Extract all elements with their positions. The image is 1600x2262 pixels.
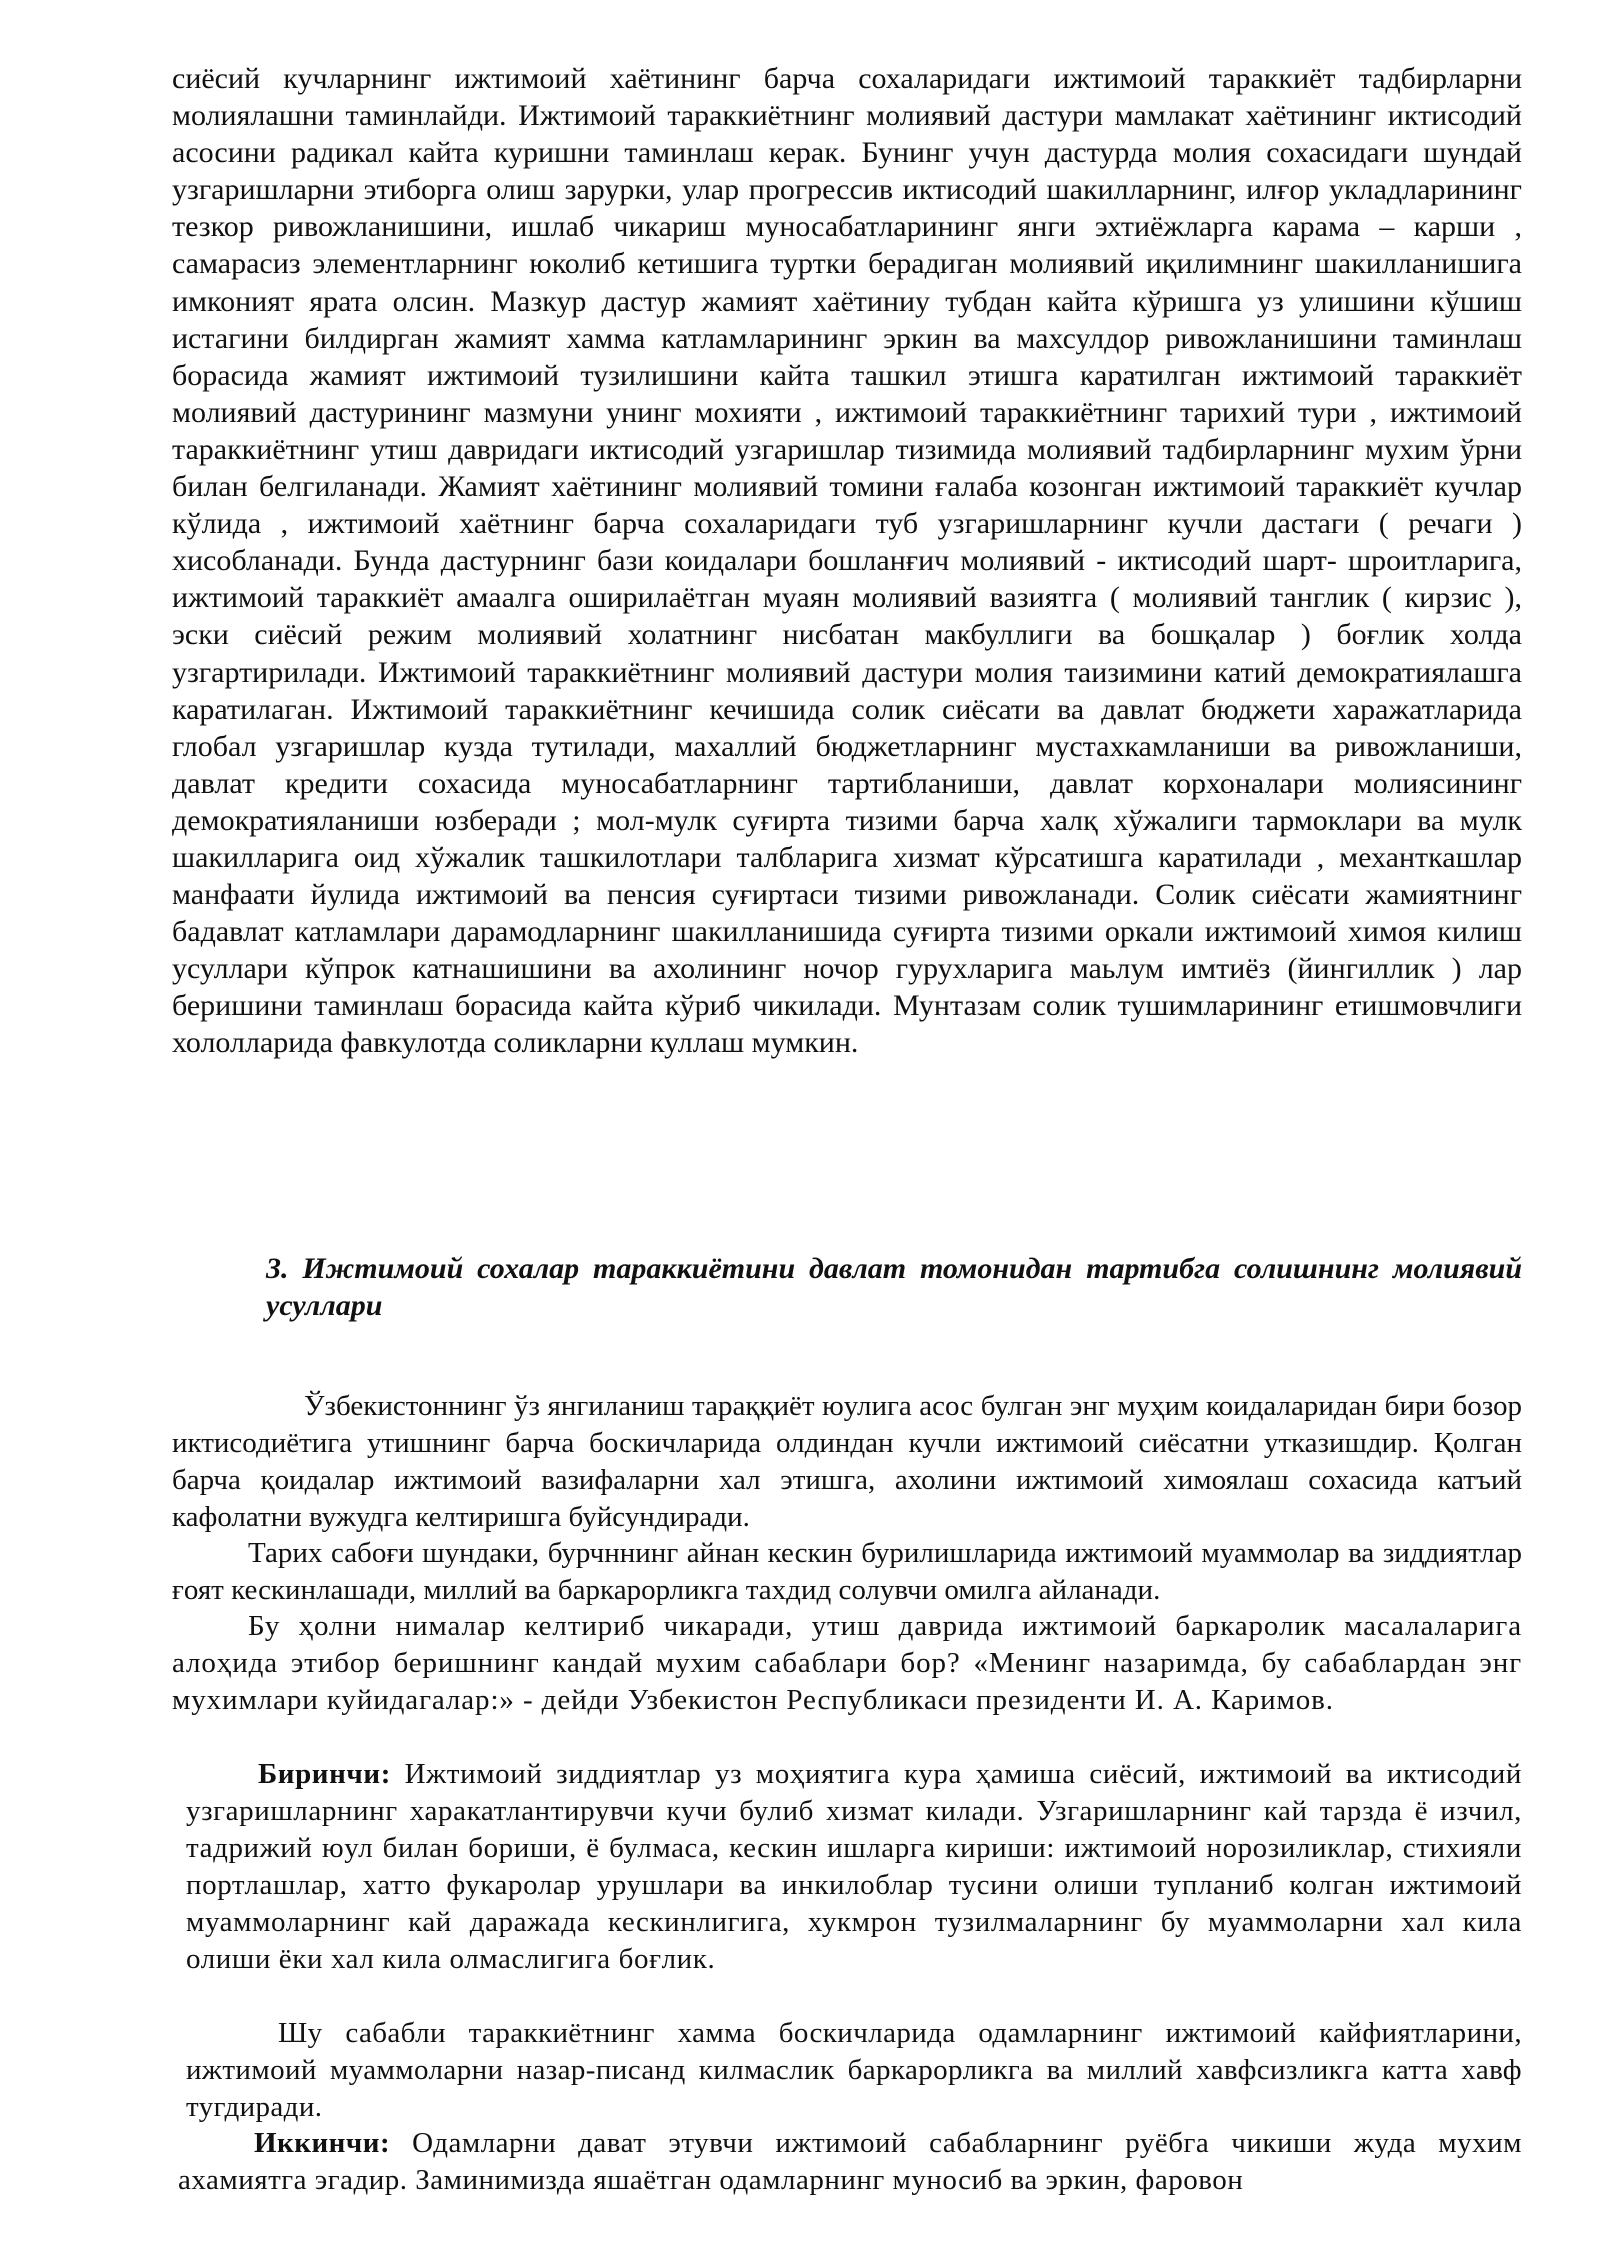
second-reason-label: Иккинчи: xyxy=(254,2127,391,2159)
first-reason-label: Биринчи: xyxy=(258,1758,391,1790)
section3-paragraph-second-reason xyxy=(178,2125,1522,2199)
section3-paragraph-3: Бу ҳолни нималар келтириб чикаради, утиш даврида ижтимоий баркаролик масалаларига алоҳида этибор беришнинг кандай мухим сабаблари бор? «Менинг назаримда, бу сабаблардан энг мухимлари куйидагалар:» - дейди Узбекистон Республикаси президенти И. А. Каримов. xyxy=(172,1610,1522,1716)
section3-paragraph-2: Тарих сабоғи шундаки, бурчннинг айнан кескин бурилишларида ижтимоий муаммолар ва зиддиятлар ғоят кескинлашади, миллий ва баркарорликга тахдид солувчи омилга айланади. xyxy=(172,1537,1522,1606)
section3-heading: 3. Ижтимоий сохалар тараккиётини давлат томонидан тартибга солишнинг молиявий усуллари xyxy=(266,1252,1522,1322)
section3-paragraph-5: Шу сабабли тараккиётнинг хамма боскичларида одамларнинг ижтимоий кайфиятларини, ижтимоий муаммоларни назар-писанд килмаслик баркарорликга ва миллий хавфсизликга катта хавф тугдиради. xyxy=(186,2017,1522,2123)
second-reason-text: Одамларни дават этувчи ижтимоий сабабларнинг руёбга чикиши жуда мухим ахамиятга эгадир. Заминимизда яшаётган одамларнинг муносиб ва эркин, фаровон xyxy=(178,2127,1522,2196)
section3-paragraph-1: Ўзбекистоннинг ўз янгиланиш тараққиёт юулига асос булган энг муҳим коидаларидан бири бозор иктисодиётига утишнинг барча боскичларида олдиндан кучли ижтимоий сиёсатни утказишдир. Қолган барча қоидалар ижтимоий вазифаларни хал этишга, ахолини ижтимоий химоялаш сохасида катъий кафолатни вужудга келтиришга буйсундиради. xyxy=(172,1390,1522,1533)
first-reason-text: Ижтимоий зиддиятлар уз моҳиятига кура ҳамиша сиёсий, ижтимоий ва иктисодий узгаришларнинг харакатлантирувчи кучи булиб хизмат килади. Узгаришларнинг кай тарзда ё изчил, тадрижий юул билан бориши, ё булмаса, кескин ишларга кириши: ижтимоий норозиликлар, стихияли портлашлар, хатто фукаролар урушлари ва инкилоблар тусини олиши тупланиб колган ижтимоий муаммоларнинг кай даражада кескинлигига, хукмрон тузилмаларнинг бу муаммоларни хал кила олиши ёки хал кила олмаслигига боғлик. xyxy=(186,1758,1522,1975)
section1-paragraph: сиёсий кучларнинг ижтимоий хаётининг барча сохаларидаги ижтимоий тараккиёт тадбирларни молиялашни таминлайди. Ижтимоий тараккиётнинг молиявий дастури мамлакат хаётининг иктисодий асосини радикал кайта куришни таминлаш керак. Бунинг учун дастурда молия сохасидаги шундай узгаришларни этиборга олиш зарурки, улар прогрессив иктисодий шакилларнинг, илғор укладларининг тезкор ривожланишини, ишлаб чикариш муносабатларининг янги эхтиёжларга карама – карши , самарасиз элементларнинг юколиб кетишига туртки берадиган молиявий иқилимнинг шакилланишига имконият ярата олсин. Мазкур дастур жамият хаётиниу тубдан кайта кўришга уз улишини кўшиш истагини билдирган жамият хамма катламларининг эркин ва махсулдор ривожланишини таминлаш борасида жамият ижтимоий тузилишини кайта ташкил этишга каратилган ижтимоий тараккиёт молиявий дастурининг мазмуни унинг мохияти , ижтимоий тараккиётнинг тарихий тури , ижтимоий тараккиётнинг утиш давридаги иктисодий узгаришлар тизимида молиявий тадбирларнинг мухим ўрни билан белгиланади. Жамият хаётининг молиявий томини ғалаба козонган ижтимоий тараккиёт кучлар кўлида , ижтимоий хаётнинг барча сохаларидаги туб узгаришларнинг кучли дастаги ( речаги ) хисобланади. Бунда дастурнинг бази коидалари бошланғич молиявий - иктисодий шарт- шроитларига, ижтимоий тараккиёт амаалга оширилаётган муаян молиявий вазиятга ( молиявий танглик ( кирзис ), эски сиёсий режим молиявий холатнинг нисбатан макбуллиги ва бошқалар ) боғлик холда узгартирилади. Ижтимоий тараккиётнинг молиявий дастури молия таизимини катий демократиялашга каратилаган. Ижтимоий тараккиётнинг кечишида солик сиёсати ва давлат бюджети харажатларида глобал узгаришлар кузда тутилади, махаллий бюджетларнинг мустахкамланиши ва ривожланиши, давлат кредити сохасида муносабатларнинг тартибланиши, давлат корхоналари молиясининг демократияланиши юзберади ; мол-мулк суғирта тизими барча халқ хўжалиги тармоклари ва мулк шакилларига оид хўжалик ташкилотлари талбларига хизмат кўрсатишга каратилади , механткашлар манфаати йулида ижтимоий ва пенсия суғиртаси тизими ривожланади. Солик сиёсати жамиятнинг бадавлат катламлари дарамодларнинг шакилланишида суғирта тизими оркали ижтимоий химоя килиш усуллари кўпрок катнашишини ва ахолининг ночор гурухларига маьлум имтиёз (йингиллик ) лар беришини таминлаш борасида кайта кўриб чикилади. Мунтазам солик тушимларининг етишмовчлиги хололларида фавкулотда соликларни куллаш мумкин. xyxy=(172,62,1522,1060)
section3-paragraph-first-reason xyxy=(186,1756,1522,1978)
